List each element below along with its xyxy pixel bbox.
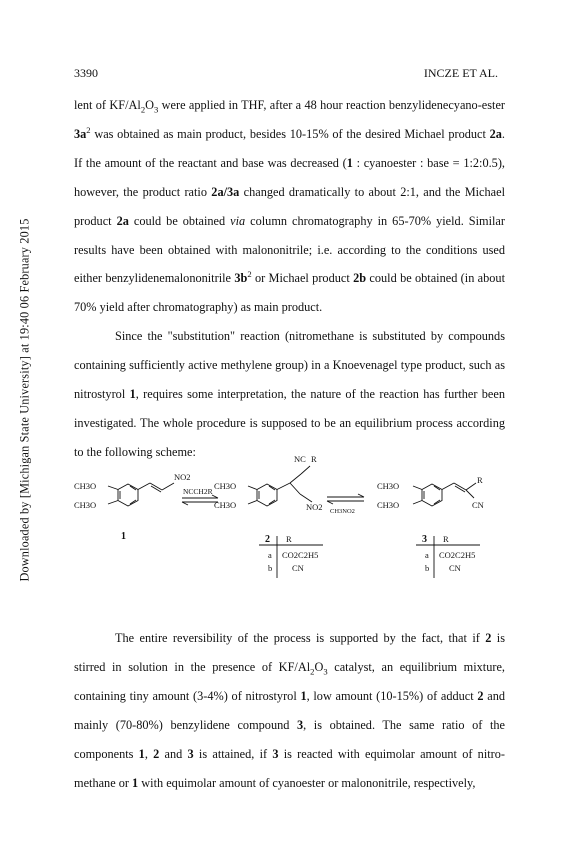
table2-row-a-label: a	[268, 550, 272, 560]
compound2-ome-bottom: CH3O	[214, 500, 237, 510]
compound2-r-group: R	[311, 454, 317, 464]
reaction-scheme	[72, 446, 512, 596]
compound3-nitrile-group: CN	[472, 500, 484, 510]
download-watermark	[14, 120, 36, 680]
watermark-text: Downloaded by [Michigan State University] at 19:40 06 February 2015	[17, 218, 32, 582]
table2-header: R	[286, 534, 292, 544]
compound2-nitrile-group: NC	[294, 454, 306, 464]
compound3-ome-top: CH3O	[377, 481, 400, 491]
compound3-r-group: R	[477, 475, 483, 485]
paragraph-reversibility: The entire reversibility of the process is supported by the fact, that if 2 is stirred in solution in the presence of $KF/Al_2O_3$ catalyst, an equilibrium mixture, containing tiny amount (3-4%) of nitrostyrol 1, low amount (10-15%) of adduct 2 and mainly (70-80%) benzylidene compound 3, is obtained. The same ratio of the components 1, 2 and 3 is attained, if 3 is reacted with equimolar amount of nitro-methane or 1 with equimolar amount of cyanoester or malononitrile, respectively,	[74, 631, 505, 790]
table3-row-a-label: a	[425, 550, 429, 560]
compound1-ome-top: CH3O	[74, 481, 97, 491]
paragraph-scheme-intro: Since the "substitution" reaction (nitromethane is substituted by compounds containing sufficiently active methylene group) in a Knoevenagel type product, such as nitrostyrol 1, requires some interpretation, the nature of the reaction has further been investigated. The whole procedure is supposed to be an equilibrium process according to the following scheme:	[74, 329, 505, 459]
table2-row-a-value: CO2C2H5	[282, 550, 319, 560]
running-head: INCZE ET AL.	[423, 66, 498, 80]
compound3-ome-bottom: CH3O	[377, 500, 400, 510]
table3-row-b-label: b	[425, 563, 430, 573]
table2-row-b-label: b	[268, 563, 273, 573]
table3-row-a-value: CO2C2H5	[439, 550, 476, 560]
arrow1-reagent: NCCH2R	[183, 487, 213, 496]
table3-compound-number: 3	[422, 534, 427, 545]
compound2-ome-top: CH3O	[214, 481, 237, 491]
compound1-ome-bottom: CH3O	[74, 500, 97, 510]
compound1-nitro-group: NO2	[174, 472, 191, 482]
body-text-bottom	[74, 624, 505, 797]
table2-row-b-value: CN	[292, 563, 304, 573]
arrow2-reagent: CH3NO2	[330, 508, 355, 515]
compound1-number: 1	[121, 531, 126, 542]
table3-header: R	[443, 534, 449, 544]
compound2-nitro-group: NO2	[306, 502, 323, 512]
table2-compound-number: 2	[265, 534, 270, 545]
paragraph-continuation: lent of $KF/Al_2O_3$ were applied in THF, after a 48 hour reaction benzylidenecyano-ester $3a^2$ was obtained as main product, besides 10-15% of the desired Michael product 2a. If the amount of the reactant and base was decreased (1 : cyanoester : base = 1:2:0.5), however, the product ratio 2a/3a changed dramatically to about 2:1, and the Michael product 2a could be obtained via column chromatography in 65-70% yield. Similar results have been obtained with malononitrile; i.e. according to the conditions used either benzylidenemalononitrile $3b^2$ or Michael product 2b could be obtained (in about 70% yield after chromatography) as main product.	[74, 98, 506, 315]
body-text-top	[74, 91, 505, 467]
page-number: 3390	[74, 66, 98, 80]
table3-row-b-value: CN	[449, 563, 461, 573]
